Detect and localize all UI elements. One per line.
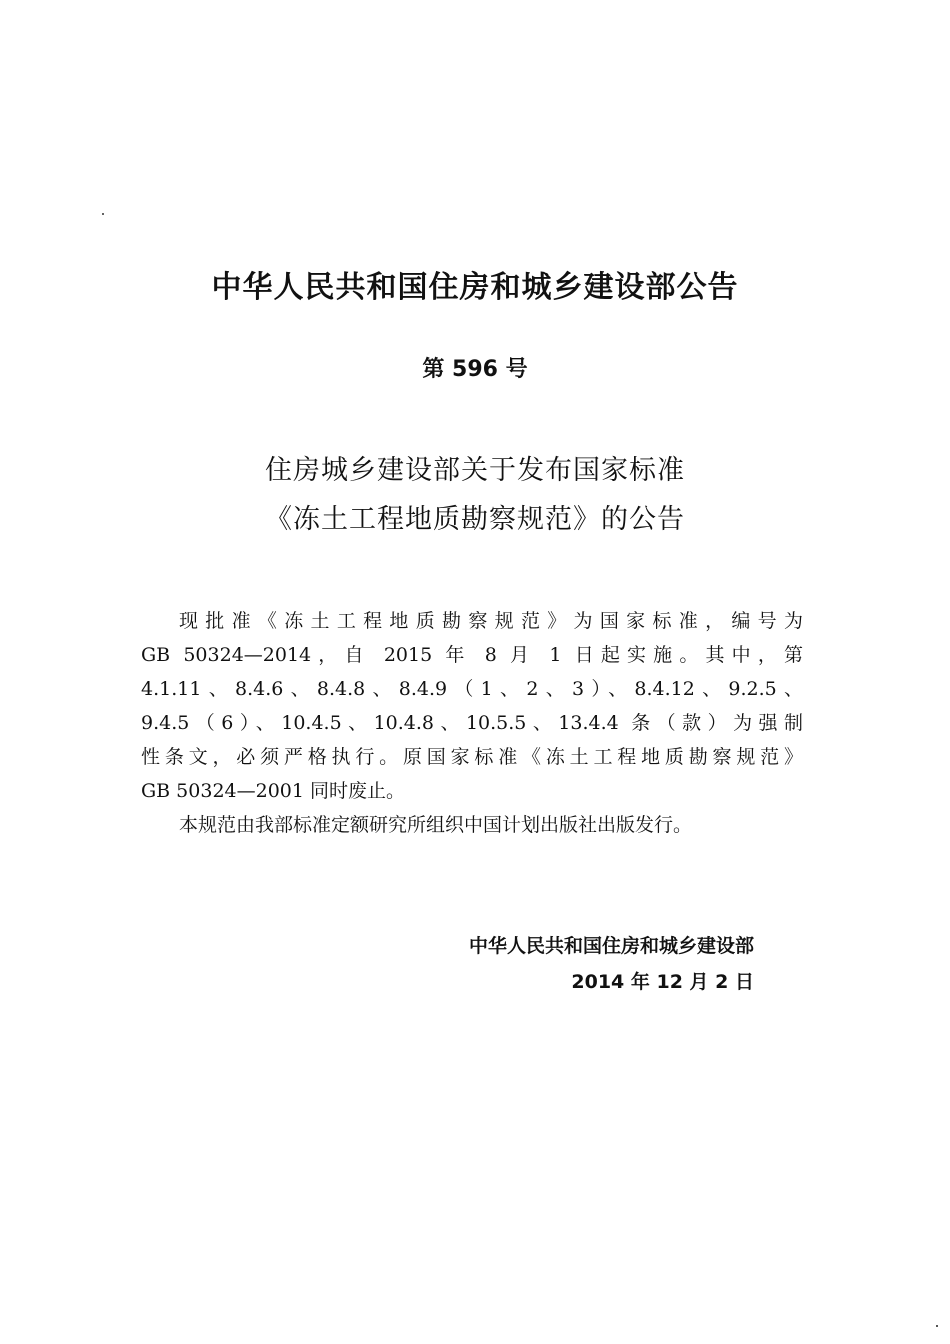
body-line: 性条文，必须严格执行。原国家标准《冻土工程地质勘察规范》 xyxy=(141,746,803,768)
announcement-title-line-2: 《冻土工程地质勘察规范》的公告 xyxy=(265,504,685,535)
body-line: 本规范由我部标准定额研究所组织中国计划出版社出版发行。 xyxy=(179,814,693,836)
scan-speck xyxy=(936,1325,938,1327)
announcement-number: 第 596 号 xyxy=(422,357,528,382)
page-title: 中华人民共和国住房和城乡建设部公告 xyxy=(211,270,739,305)
announcement-title xyxy=(0,446,950,544)
issue-date: 2014 年 12 月 2 日 xyxy=(571,971,754,993)
body-line: 4.1.11、8.4.6、8.4.8、8.4.9（1、2、3）、8.4.12、9.2.5、 xyxy=(141,678,803,700)
body-line: 9.4.5（6）、10.4.5、10.4.8、10.5.5、13.4.4 条（款）为强制 xyxy=(141,712,803,734)
announcement-body xyxy=(141,604,803,842)
body-line: 现批准《冻土工程地质勘察规范》为国家标准，编号为 xyxy=(179,610,803,632)
scan-speck xyxy=(102,213,104,215)
body-paragraph-1 xyxy=(141,604,803,808)
body-paragraph-2 xyxy=(141,808,803,842)
announcement-title-line-1: 住房城乡建设部关于发布国家标准 xyxy=(265,455,685,486)
signature-block xyxy=(469,928,754,1000)
issuing-organization: 中华人民共和国住房和城乡建设部 xyxy=(468,935,754,957)
body-line: GB 50324—2001 同时废止。 xyxy=(141,780,406,802)
body-line: GB 50324—2014，自 2015 年 8 月 1 日起实施。其中，第 xyxy=(141,644,803,666)
